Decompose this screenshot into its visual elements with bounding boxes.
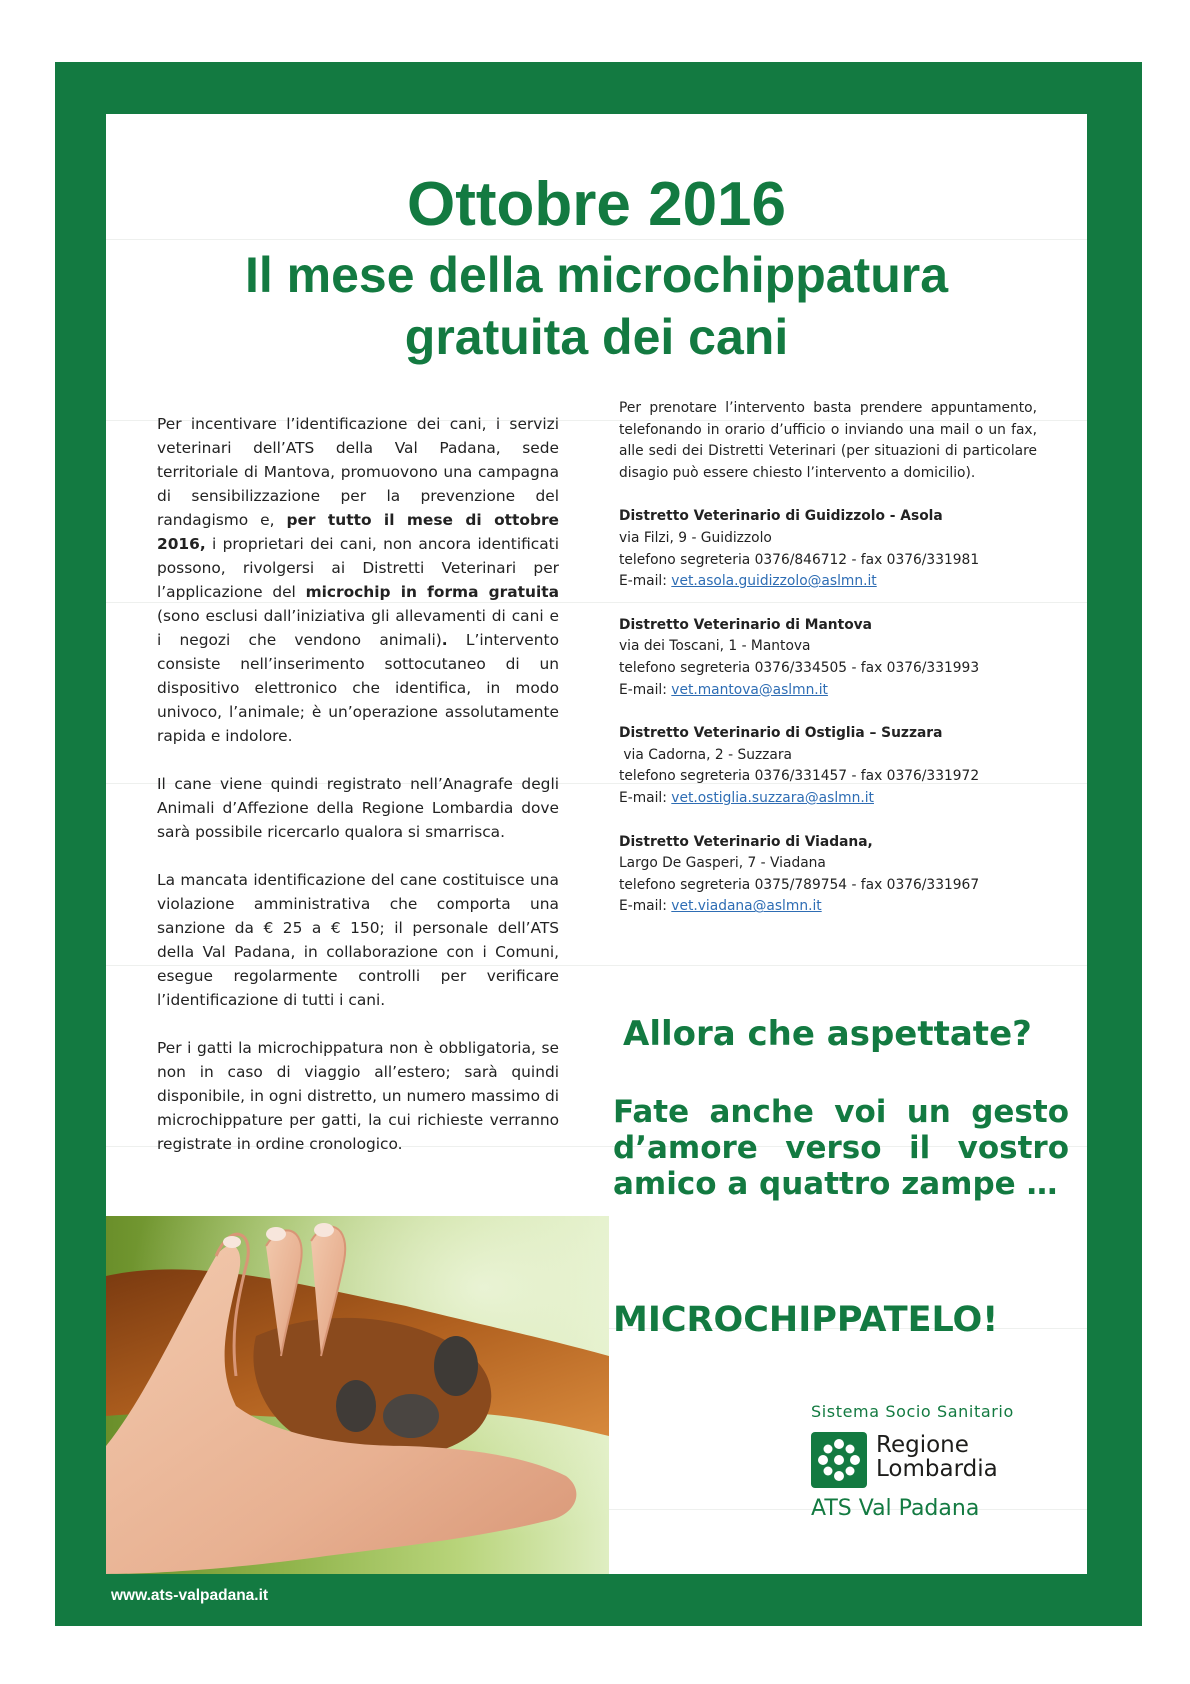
page-title: Ottobre 2016	[406, 170, 787, 239]
cta-gesture: Fate anche voi un gesto d’amore verso il vostro amico a quattro zampe …	[613, 1094, 1069, 1202]
email-label: E-mail:	[619, 789, 672, 806]
district-address: Largo De Gasperi, 7 - Viadana	[619, 855, 826, 872]
footer-website-link[interactable]: www.ats-valpadana.it	[111, 1587, 269, 1604]
text-span: L’intervento consiste nell’inserimento sottocutaneo di un dispositivo elettronico che identifica, in modo univoco, l’animale; è un’operazione assolutamente rapida e indolore.	[157, 631, 559, 745]
logo-regione: Regione	[876, 1432, 969, 1458]
left-column	[157, 412, 559, 1180]
rosa-camuna-icon	[811, 1432, 867, 1488]
regione-lombardia-logo-icon	[811, 1432, 867, 1488]
text-bold: microchip in forma gratuita	[305, 583, 559, 601]
logo-caption: Sistema Socio Sanitario	[811, 1402, 1014, 1421]
text-span: (sono esclusi dall’iniziativa gli allevamenti di cani e i negozi che vendono animali)	[157, 607, 559, 649]
district-phone: telefono segreteria 0376/334505 - fax 0376/331993	[619, 659, 980, 676]
district-name: Distretto Veterinario di Viadana,	[619, 833, 873, 850]
page-subtitle	[106, 244, 1087, 368]
logo-ats-val-padana: ATS Val Padana	[811, 1496, 980, 1521]
district-name: Distretto Veterinario di Ostiglia – Suzzara	[619, 725, 943, 742]
district-email-row	[619, 680, 1037, 702]
district-email-row	[619, 571, 1037, 593]
district-mantova	[619, 615, 1037, 701]
poster-body	[106, 114, 1087, 1574]
district-email-row	[619, 896, 1037, 918]
district-phone: telefono segreteria 0376/846712 - fax 0376/331981	[619, 551, 980, 568]
cta-microchip: MICROCHIPPATELO!	[613, 1300, 999, 1340]
email-link[interactable]: vet.viadana@aslmn.it	[671, 898, 822, 915]
logo-lombardia: Lombardia	[876, 1456, 998, 1482]
paragraph-registry: Il cane viene quindi registrato nell’Anagrafe degli Animali d’Affezione della Regione Lombardia dove sarà possibile ricercarlo qualora si smarrisca.	[157, 775, 559, 841]
district-address: via Filzi, 9 - Guidizzolo	[619, 529, 772, 546]
text-span: i proprietari dei cani, non ancora identificati possono, rivolgersi ai Distretti Veterinari per l’applicazione del	[157, 535, 559, 601]
district-ostiglia-suzzara	[619, 723, 1037, 809]
subtitle-line-2: gratuita dei cani	[404, 309, 789, 365]
email-label: E-mail:	[619, 898, 672, 915]
paragraph-cats: Per i gatti la microchippatura non è obbligatoria, se non in caso di viaggio all’estero; sarà quindi disponibile, in ogni distretto, un numero massimo di microchippature per gatti, la cui richieste verranno registrate in ordine cronologico.	[157, 1039, 559, 1153]
hand-and-paw-photo-drawing	[106, 1216, 609, 1574]
paragraph-sanction: La mancata identificazione del cane costituisce una violazione amministrativa che comporta una sanzione da € 25 a € 150; il personale dell’ATS della Val Padana, in collaborazione con i Comuni, esegue regolarmente controlli per verificare l’identificazione di tutti i cani.	[157, 871, 559, 1009]
booking-intro: Per prenotare l’intervento basta prendere appuntamento, telefonando in orario d’ufficio o inviando una mail o un fax, alle sedi dei Distretti Veterinari (per situazioni di particolare disagio può essere chiesto l’intervento a domicilio).	[619, 400, 1037, 481]
email-link[interactable]: vet.mantova@aslmn.it	[671, 681, 828, 698]
district-guidizzolo-asola	[619, 506, 1037, 592]
district-phone: telefono segreteria 0376/331457 - fax 0376/331972	[619, 768, 980, 785]
district-address: via Cadorna, 2 - Suzzara	[619, 746, 793, 763]
text-span: Per incentivare l’identificazione dei cani, i servizi veterinari dell’ATS della Val Padana, sede territoriale di Mantova, promuovono una campagna di sensibilizzazione per la prevenzione del randagismo e,	[157, 415, 559, 529]
right-column	[619, 398, 1037, 940]
hand-and-paw-photo	[106, 1216, 609, 1574]
district-name: Distretto Veterinario di Mantova	[619, 616, 872, 633]
paragraph-campaign	[157, 412, 559, 748]
district-address: via dei Toscani, 1 - Mantova	[619, 638, 811, 655]
email-label: E-mail:	[619, 681, 672, 698]
subtitle-line-1: Il mese della microchippatura	[244, 247, 949, 303]
email-link[interactable]: vet.asola.guidizzolo@aslmn.it	[671, 573, 877, 590]
district-phone: telefono segreteria 0375/789754 - fax 0376/331967	[619, 876, 980, 893]
district-email-row	[619, 788, 1037, 810]
cta-question: Allora che aspettate?	[623, 1014, 1032, 1054]
email-label: E-mail:	[619, 573, 672, 590]
district-viadana	[619, 832, 1037, 918]
district-name: Distretto Veterinario di Guidizzolo - Asola	[619, 508, 943, 525]
text-bold: .	[441, 631, 448, 649]
email-link[interactable]: vet.ostiglia.suzzara@aslmn.it	[671, 789, 874, 806]
text-bold: per tutto il mese di ottobre 2016,	[157, 511, 559, 553]
